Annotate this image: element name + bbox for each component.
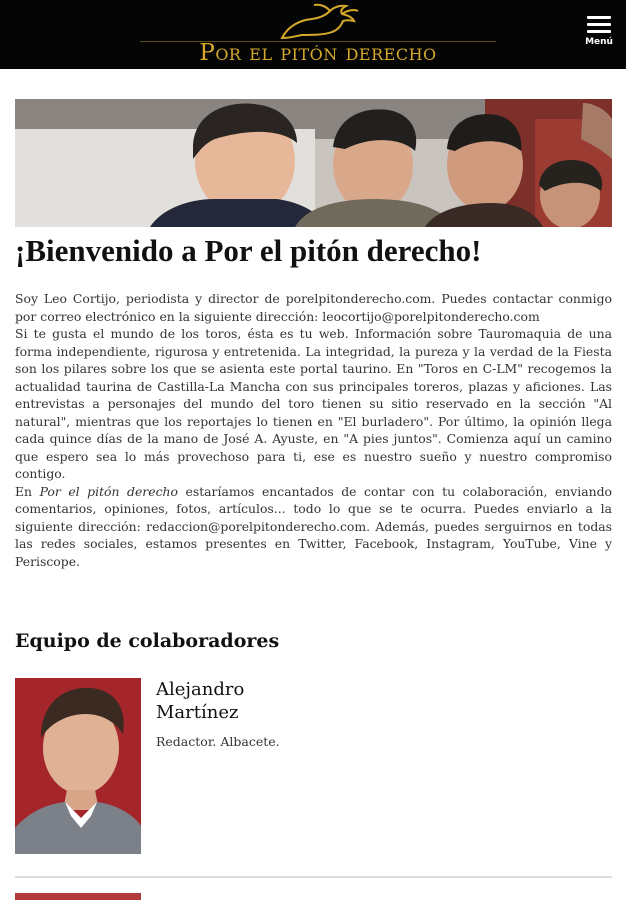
bull-logo-icon — [268, 2, 360, 42]
member-name[interactable]: Alejandro Martínez — [156, 679, 245, 723]
top-bar — [0, 0, 626, 69]
menu-button[interactable] — [584, 16, 614, 56]
intro-paragraph-3 — [15, 483, 612, 571]
page-title: ¡Bienvenido a Por el pitón derecho! — [15, 233, 482, 268]
team-section-title: Equipo de colaboradores — [15, 630, 280, 652]
next-member-photo[interactable] — [15, 893, 141, 900]
team-member[interactable] — [15, 678, 612, 854]
hamburger-menu-icon — [584, 16, 614, 33]
menu-label: Menú — [585, 37, 613, 47]
intro-p3-rest: estaríamos encantados de contar con tu colaboración, enviando comentarios, opiniones, fotos, artículos... todo lo que se te ocurra. Puedes enviarlo a la siguiente dirección: redaccion@porelpitonderecho.com. Además, puedes serguirnos en todas las redes sociales, estamos presentes en Twitter, Facebook, Instagram, YouTube, Vine y Periscope. — [15, 483, 613, 569]
intro-paragraph-2: Si te gusta el mundo de los toros, ésta es tu web. Información sobre Tauromaquia de una forma independiente, rigurosa y entretenida. La integridad, la pureza y la verdad de la Fiesta son los pilares sobre los que se asienta este portal taurino. En "Toros en C-LM" recogemos la actualidad taurina de Castilla-La Mancha con sus principales toreros, plazas y aficiones. Las entrevistas a personajes del mundo del toro tienen su sitio reservado en la sección "Al natural", mientras que los reportajes lo tienen en "El burladero". Por último, la opinión llega cada quince días de la mano de José A. Ayuste, en "A pies juntos". Comienza aquí un camino que espero sea lo más provechoso para ti, ese es nuestro sueño y nuestro compromiso contigo. — [15, 326, 612, 481]
hero-photo — [15, 99, 612, 227]
member-photo[interactable] — [15, 678, 141, 854]
member-role: Redactor. Albacete. — [156, 734, 280, 749]
site-name-italic: Por el pitón derecho — [39, 483, 178, 499]
member-divider — [15, 876, 612, 878]
intro-p3-lead: En — [15, 483, 40, 499]
intro-text — [15, 290, 612, 570]
intro-paragraph-1: Soy Leo Cortijo, periodista y director de porelpitonderecho.com. Puedes contactar conmigo por correo electrónico en la siguiente dirección: leocortijo@porelpitonderecho.com — [15, 291, 612, 324]
site-logo[interactable] — [140, 0, 496, 69]
site-title: Por el pitón derecho — [199, 40, 437, 66]
